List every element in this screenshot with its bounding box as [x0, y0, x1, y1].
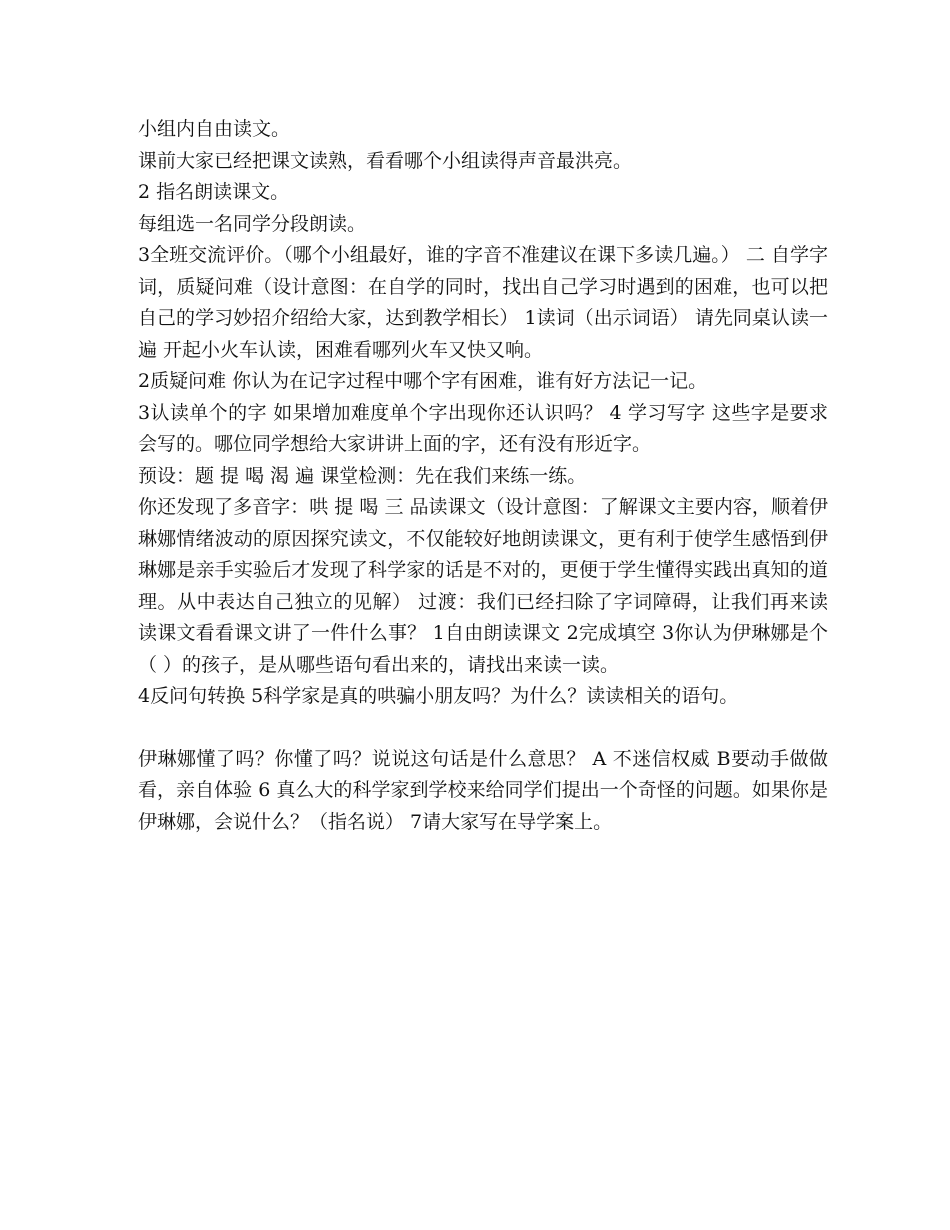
paragraph-1: 小组内自由读文。 [138, 118, 291, 140]
paragraph-8: 预设：题 提 喝 渴 遍 课堂检测：先在我们来练一练。 [138, 464, 587, 487]
paragraph-7: 3认读单个的字 如果增加难度单个字出现你还认识吗？ 4 学习写字 这些字是要求会写的。哪位同学想给大家讲讲上面的字，还有没有形近字。 [138, 401, 828, 455]
document-page [138, 114, 828, 838]
paragraph-gap [138, 713, 828, 744]
paragraph-6: 2质疑问难 你认为在记字过程中哪个字有困难，谁有好方法记一记。 [138, 370, 708, 392]
paragraph-10: 4反问句转换 5科学家是真的哄骗小朋友吗？为什么？读读相关的语句。 [138, 685, 739, 707]
paragraph-2: 课前大家已经把课文读熟，看看哪个小组读得声音最洪亮。 [138, 149, 633, 172]
paragraph-11: 伊琳娜懂了吗？你懂了吗？说说这句话是什么意思？ A 不迷信权威 B要动手做做看，亲自体验 6 真么大的科学家到学校来给同学们提出一个奇怪的问题。如果你是伊琳娜，会说什么？（指名说） 7请大家写在导学案上。 [138, 747, 828, 833]
paragraph-5: 3全班交流评价。（哪个小组最好，谁的字音不准建议在课下多读几遍。） 二 自学字词，质疑问难（设计意图：在自学的同时，找出自己学习时遇到的困难，也可以把自己的学习妙招介绍给大家，达到教学相长） 1读词（出示词语） 请先同桌认读一遍 开起小火车认读，困难看哪列火车又快又响。 [138, 244, 828, 361]
paragraph-3: 2 指名朗读课文。 [138, 181, 290, 203]
paragraph-9: 你还发现了多音字：哄 提 喝 三 品读课文（设计意图：了解课文主要内容，顺着伊琳娜情绪波动的原因探究读文，不仅能较好地朗读课文，更有利于使学生感悟到伊琳娜是亲手实验后才发现了科学家的话是不对的，更便于学生懂得实践出真知的道理。从中表达自己独立的见解） 过渡：我们已经扫除了字词障碍，让我们再来读读课文看看课文讲了一件什么事？ 1自由朗读课文 2完成填空 3你认为伊琳娜是个（ ）的孩子，是从哪些语句看出来的，请找出来读一读。 [138, 496, 828, 676]
paragraph-4: 每组选一名同学分段朗读。 [138, 212, 367, 235]
